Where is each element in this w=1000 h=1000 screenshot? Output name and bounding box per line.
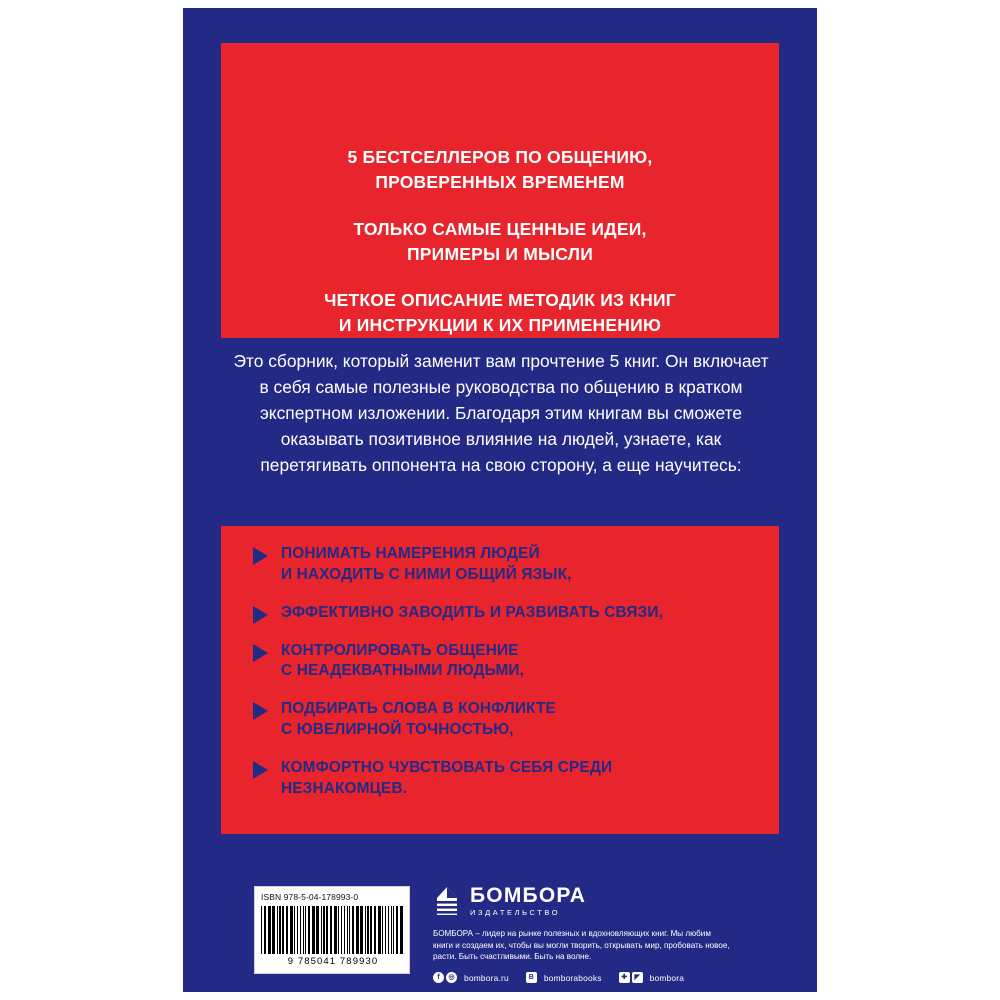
arrow-right-icon	[253, 547, 268, 565]
social-link-vk[interactable]	[526, 972, 602, 983]
social-label: bombora	[649, 972, 685, 983]
publisher-blurb: БОМБОРА – лидер на рынке полезных и вдохновляющих книг. Мы любим книги и создаем их, чтобы вы могли творить, открывать мир, пробовать новое, расти. Быть счастливыми. Быть на волне.	[433, 929, 730, 962]
arrow-right-icon	[253, 606, 268, 624]
bombora-logo-icon	[433, 886, 461, 916]
arrow-right-icon	[253, 644, 268, 662]
social-label: bomborabooks	[543, 972, 602, 983]
bullets-list	[221, 544, 779, 816]
social-label: bombora.ru	[464, 972, 509, 983]
list-item	[221, 603, 779, 624]
instagram-icon: ◎	[446, 972, 457, 983]
barcode-bars	[261, 906, 405, 954]
claim-item: ЧЕТКОЕ ОПИСАНИЕ МЕТОДИК ИЗ КНИГ И ИНСТРУКЦИИ К ИХ ПРИМЕНЕНИЮ	[324, 290, 676, 336]
publisher-block	[433, 884, 763, 983]
plus-icon: ✚	[619, 972, 630, 983]
barcode	[254, 886, 410, 974]
social-icons-group	[526, 972, 539, 983]
list-item	[221, 758, 779, 800]
top-claims-panel	[221, 43, 779, 338]
claim-item: ТОЛЬКО САМЫЕ ЦЕННЫЕ ИДЕИ, ПРИМЕРЫ И МЫСЛИ	[353, 218, 647, 264]
facebook-icon: f	[433, 972, 444, 983]
publisher-subtitle: ИЗДАТЕЛЬСТВО	[470, 908, 561, 917]
publisher-logo-row	[433, 884, 763, 918]
claim-item: 5 БЕСТСЕЛЛЕРОВ ПО ОБЩЕНИЮ, ПРОВЕРЕННЫХ ВРЕМЕНЕМ	[347, 147, 653, 192]
list-item	[221, 544, 779, 586]
publisher-name: БОМБОРА	[470, 884, 587, 907]
list-item-label: ПОДБИРАТЬ СЛОВА В КОНФЛИКТЕ С ЮВЕЛИРНОЙ ТОЧНОСТЬЮ,	[281, 700, 556, 738]
barcode-digits: 9 785041 789930	[287, 956, 379, 967]
claims-list	[221, 145, 779, 338]
arrow-right-icon	[253, 702, 268, 720]
publisher-socials	[433, 972, 763, 983]
list-item	[221, 699, 779, 741]
list-item-label: ПОНИМАТЬ НАМЕРЕНИЯ ЛЮДЕЙ И НАХОДИТЬ С НИМИ ОБЩИЙ ЯЗЫК,	[281, 545, 572, 583]
list-item	[221, 641, 779, 683]
social-icons-group	[619, 972, 645, 983]
book-cover	[183, 8, 817, 992]
telegram-icon: ◤	[632, 972, 643, 983]
intro-paragraph: Это сборник, который заменит вам прочтение 5 книг. Он включает в себя самые полезные руководства по общению в кратком экспертном изложении. Благодаря этим книгам вы сможете оказывать позитивное влияние на людей, узнаете, как перетягивать оппонента на свою сторону, а еще научитесь:	[233, 351, 769, 476]
bullets-panel	[221, 526, 779, 834]
social-link-telegram[interactable]	[619, 972, 684, 983]
arrow-right-icon	[253, 761, 268, 779]
isbn-label: ISBN 978-5-04-178993-0	[261, 892, 359, 902]
list-item-label: КОМФОРТНО ЧУВСТВОВАТЬ СЕБЯ СРЕДИ НЕЗНАКОМЦЕВ.	[281, 758, 613, 797]
list-item-label: КОНТРОЛИРОВАТЬ ОБЩЕНИЕ С НЕАДЕКВАТНЫМИ ЛЮДЬМИ,	[281, 641, 525, 680]
social-link-website[interactable]	[433, 972, 509, 983]
vk-icon: B	[526, 972, 537, 983]
social-icons-group	[433, 972, 459, 983]
list-item-label: ЭФФЕКТИВНО ЗАВОДИТЬ И РАЗВИВАТЬ СВЯЗИ,	[281, 603, 664, 621]
